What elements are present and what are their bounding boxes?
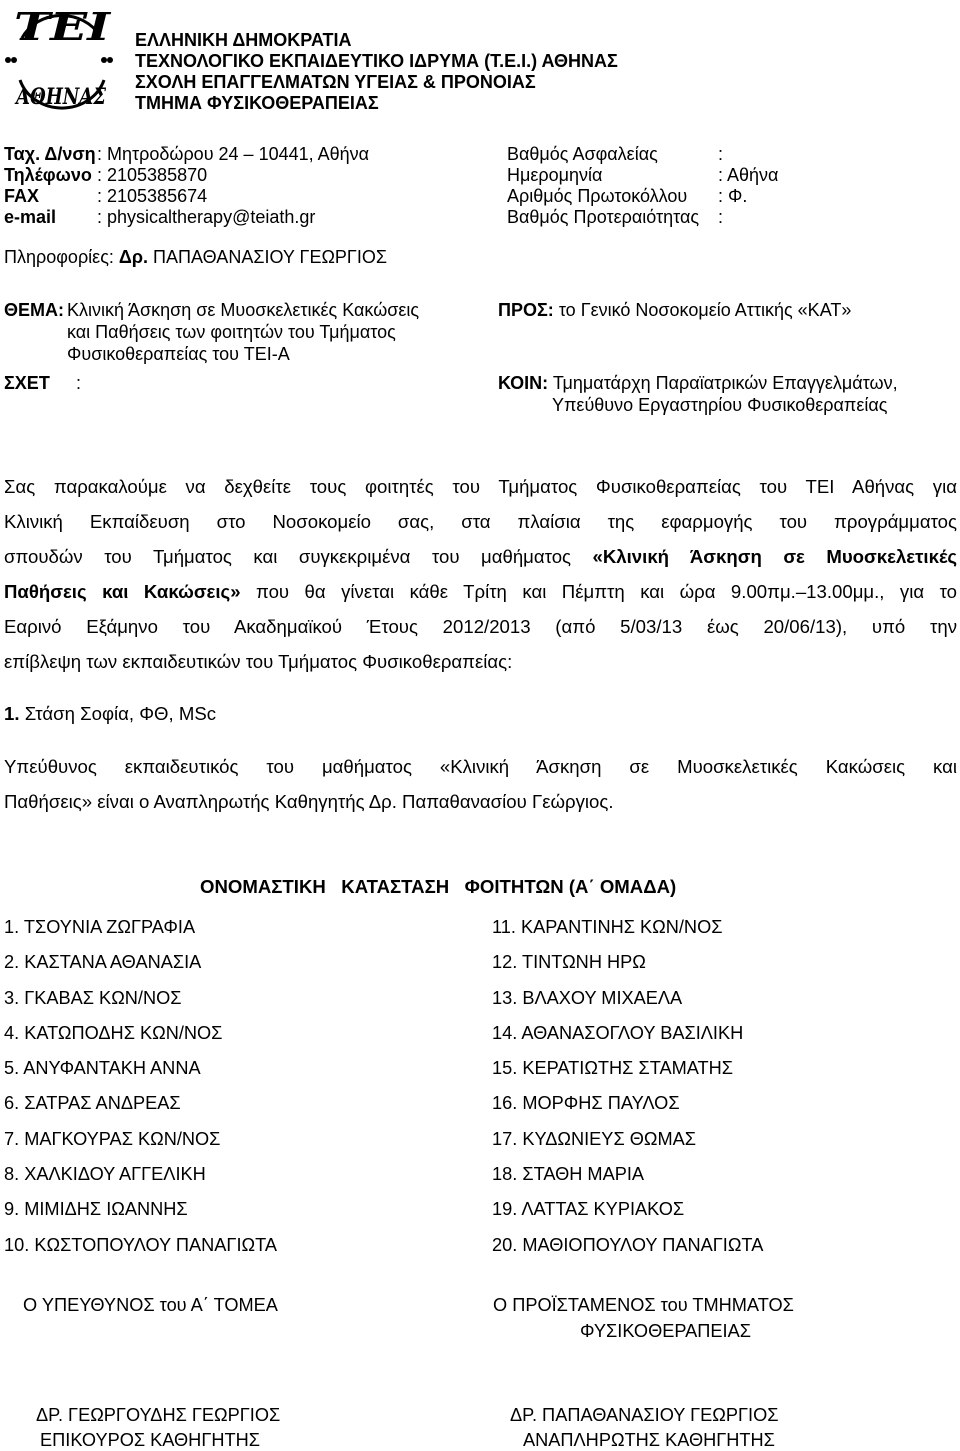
left-signatory-name: ΔΡ. ΓΕΩΡΓΟΥΔΗΣ ΓΕΩΡΓΙΟΣ — [36, 1405, 281, 1425]
date-value: : Αθήνα — [718, 165, 779, 185]
student-name: 9. ΜΙΜΙΔΗΣ ΙΩΑΝΝΗΣ — [4, 1199, 188, 1220]
student-name: 18. ΣΤΑΘΗ ΜΑΡΙΑ — [492, 1164, 645, 1185]
course-name-part-2: Παθήσεις και Κακώσεις» — [4, 581, 241, 602]
header-department: ΤΜΗΜΑ ΦΥΣΙΚΟΘΕΡΑΠΕΙΑΣ — [135, 93, 379, 113]
email-label: e-mail — [4, 207, 57, 227]
priority-value: : — [718, 207, 724, 227]
instructor-name: Στάση Σοφία, ΦΘ, MSc — [24, 703, 217, 724]
student-name: 17. ΚΥΔΩΝΙΕΥΣ ΘΩΜΑΣ — [492, 1128, 697, 1149]
priority-label: Βαθμός Προτεραιότητας — [507, 207, 700, 227]
body-line-3 — [4, 539, 957, 574]
logo-letters-top: ΤΕΙ — [14, 4, 112, 49]
address-value: : Μητροδώρου 24 – 10441, Αθήνα — [97, 144, 370, 164]
body-line-5: Εαρινό Εξάμηνο του Ακαδημαϊκού Έτους 2012/2013 (από 5/03/13 έως 20/06/13), υπό την — [4, 616, 957, 637]
header-school: ΣΧΟΛΗ ΕΠΑΓΓΕΛΜΑΤΩΝ ΥΓΕΙΑΣ & ΠΡΟΝΟΙΑΣ — [135, 72, 536, 92]
phone-value: : 2105385870 — [97, 165, 208, 185]
student-name: 1. ΤΣΟΥΝΙΑ ΖΩΓΡΑΦΙΑ — [4, 917, 196, 937]
body-line-4-text: που θα γίνεται κάθε Τρίτη και Πέμπτη και ώρα 9.00πμ.–13.00μμ., για το — [240, 581, 958, 602]
body-line-1: Σας παρακαλούμε να δεχθείτε τους φοιτητές του Τμήματος Φυσικοθεραπείας του ΤΕΙ Αθήνας για — [4, 476, 957, 497]
student-name: 10. ΚΩΣΤΟΠΟΥΛΟΥ ΠΑΝΑΓΙΩΤΑ — [4, 1234, 277, 1255]
student-list-right — [492, 910, 763, 1263]
body-line-6: επίβλεψη των εκπαιδευτικών του Τμήματος Φυσικοθεραπείας: — [4, 651, 513, 672]
recipient-value: το Γενικό Νοσοκομείο Αττικής «ΚΑΤ» — [558, 300, 852, 320]
tei-athens-logo — [0, 0, 120, 110]
right-signatory-title: ΑΝΑΠΛΗΡΩΤΗΣ ΚΑΘΗΓΗΤΗΣ — [523, 1430, 775, 1450]
student-name: 14. ΑΘΑΝΑΣΟΓΛΟΥ ΒΑΣΙΛΙΚΗ — [492, 1022, 744, 1043]
protocol-value: : Φ. — [718, 186, 748, 206]
body-line-2: Κλινική Εκπαίδευση στο Νοσοκομείο σας, στα πλαίσια της εφαρμογής του προγράμματος — [4, 511, 957, 532]
header-institution: ΤΕΧΝΟΛΟΓΙΚΟ ΕΚΠΑΙΔΕΥΤΙΚΟ ΙΔΡΥΜΑ (Τ.Ε.Ι.) ΑΘΗΝΑΣ — [135, 51, 618, 71]
info-line — [4, 247, 387, 268]
student-name: 8. ΧΑΛΚΙΔΟΥ ΑΓΓΕΛΙΚΗ — [4, 1164, 206, 1185]
subject-label: ΘΕΜΑ: — [4, 300, 64, 320]
security-label: Βαθμός Ασφαλείας — [507, 144, 658, 164]
body-line-4 — [4, 574, 957, 609]
student-name: 16. ΜΟΡΦΗΣ ΠΑΥΛΟΣ — [492, 1093, 680, 1114]
date-label: Ημερομηνία — [507, 165, 603, 185]
cc-label: ΚΟΙΝ: — [498, 373, 549, 393]
recipient-line — [498, 300, 851, 321]
student-name: 3. ΓΚΑΒΑΣ ΚΩΝ/ΝΟΣ — [4, 987, 182, 1008]
student-name: 4. ΚΑΤΩΠΟΔΗΣ ΚΩΝ/ΝΟΣ — [4, 1022, 223, 1043]
fax-value: : 2105385674 — [97, 186, 208, 206]
student-list-left — [4, 910, 277, 1263]
responsible-line-2: Παθήσεις» είναι ο Αναπληρωτής Καθηγητής Δρ. Παπαθανασίου Γεώργιος. — [4, 791, 614, 812]
subject-line-3: Φυσικοθεραπείας του ΤΕΙ-Α — [67, 344, 290, 364]
student-name: 13. ΒΛΑΧΟΥ ΜΙΧΑΕΛΑ — [492, 987, 683, 1008]
right-signatory-role-1: Ο ΠΡΟΪΣΤΑΜΕΝΟΣ του ΤΜΗΜΑΤΟΣ — [493, 1295, 794, 1315]
student-name: 6. ΣΑΤΡΑΣ ΑΝΔΡΕΑΣ — [4, 1093, 181, 1114]
security-value: : — [718, 144, 724, 164]
student-list-title: ΟΝΟΜΑΣΤΙΚΗ ΚΑΤΑΣΤΑΣΗ ΦΟΙΤΗΤΩΝ (Α΄ ΟΜΑΔΑ) — [200, 876, 677, 897]
body-line-3-text: σπουδών του Τμήματος και συγκεκριμένα του μαθήματος — [4, 546, 593, 567]
info-name: ΠΑΠΑΘΑΝΑΣΙΟΥ ΓΕΩΡΓΙΟΣ — [153, 247, 387, 267]
cc-line-2: Υπεύθυνο Εργαστηρίου Φυσικοθεραπείας — [552, 395, 888, 415]
student-name: 20. ΜΑΘΙΟΠΟΥΛΟΥ ΠΑΝΑΓΙΩΤΑ — [492, 1234, 764, 1255]
right-signatory-name: ΔΡ. ΠΑΠΑΘΑΝΑΣΙΟΥ ΓΕΩΡΓΙΟΣ — [510, 1405, 779, 1425]
protocol-label: Αριθμός Πρωτοκόλλου — [507, 186, 688, 206]
student-name: 12. ΤΙΝΤΩΝΗ ΗΡΩ — [492, 952, 646, 973]
responsible-line-1: Υπεύθυνος εκπαιδευτικός του μαθήματος «Κλινική Άσκηση σε Μυοσκελετικές Κακώσεις και — [4, 756, 957, 777]
reference-label: ΣΧΕΤ — [4, 373, 50, 393]
info-label: Πληροφορίες: — [4, 247, 114, 267]
logo-letters-bottom: ΑΘΗΝΑΣ — [14, 84, 107, 110]
responsible-paragraph — [4, 749, 957, 819]
left-signatory-role: Ο ΥΠΕΥΘΥΝΟΣ του Α΄ ΤΟΜΕΑ — [23, 1295, 278, 1315]
subject-line-1: Κλινική Άσκηση σε Μυοσκελετικές Κακώσεις — [67, 300, 420, 320]
header-country: ΕΛΛΗΝΙΚΗ ΔΗΜΟΚΡΑΤΙΑ — [135, 30, 352, 50]
address-label: Ταχ. Δ/νση — [4, 144, 96, 164]
right-signatory-role-2: ΦΥΣΙΚΟΘΕΡΑΠΕΙΑΣ — [580, 1321, 751, 1341]
reference-value: : — [76, 373, 82, 393]
email-value: : physicaltherapy@teiath.gr — [97, 207, 316, 227]
course-name-part-1: «Κλινική Άσκηση σε Μυοσκελετικές — [592, 546, 958, 567]
student-name: 11. ΚΑΡΑΝΤΙΝΗΣ ΚΩΝ/ΝΟΣ — [492, 917, 723, 937]
phone-label: Τηλέφωνο — [4, 165, 92, 185]
student-name: 19. ΛΑΤΤΑΣ ΚΥΡΙΑΚΟΣ — [492, 1199, 685, 1220]
student-name: 2. ΚΑΣΤΑΝΑ ΑΘΑΝΑΣΙΑ — [4, 952, 202, 973]
left-signatory-title: ΕΠΙΚΟΥΡΟΣ ΚΑΘΗΓΗΤΗΣ — [40, 1430, 260, 1450]
fax-label: FAX — [4, 186, 40, 206]
instructor-item — [4, 703, 216, 725]
cc-line — [498, 373, 898, 394]
subject-line-2: και Παθήσεις των φοιτητών του Τμήματος — [67, 322, 396, 342]
cc-line-1: Τμηματάρχη Παραϊατρικών Επαγγελμάτων, — [552, 373, 898, 393]
info-title: Δρ. — [118, 247, 148, 267]
instructor-number: 1. — [4, 703, 20, 724]
body-paragraph — [4, 469, 957, 679]
student-name: 7. ΜΑΓΚΟΥΡΑΣ ΚΩΝ/ΝΟΣ — [4, 1128, 221, 1149]
recipient-label: ΠΡΟΣ: — [498, 300, 554, 320]
student-name: 5. ΑΝΥΦΑΝΤΑΚΗ ΑΝΝΑ — [4, 1058, 201, 1079]
student-name: 15. ΚΕΡΑΤΙΩΤΗΣ ΣΤΑΜΑΤΗΣ — [492, 1058, 734, 1079]
